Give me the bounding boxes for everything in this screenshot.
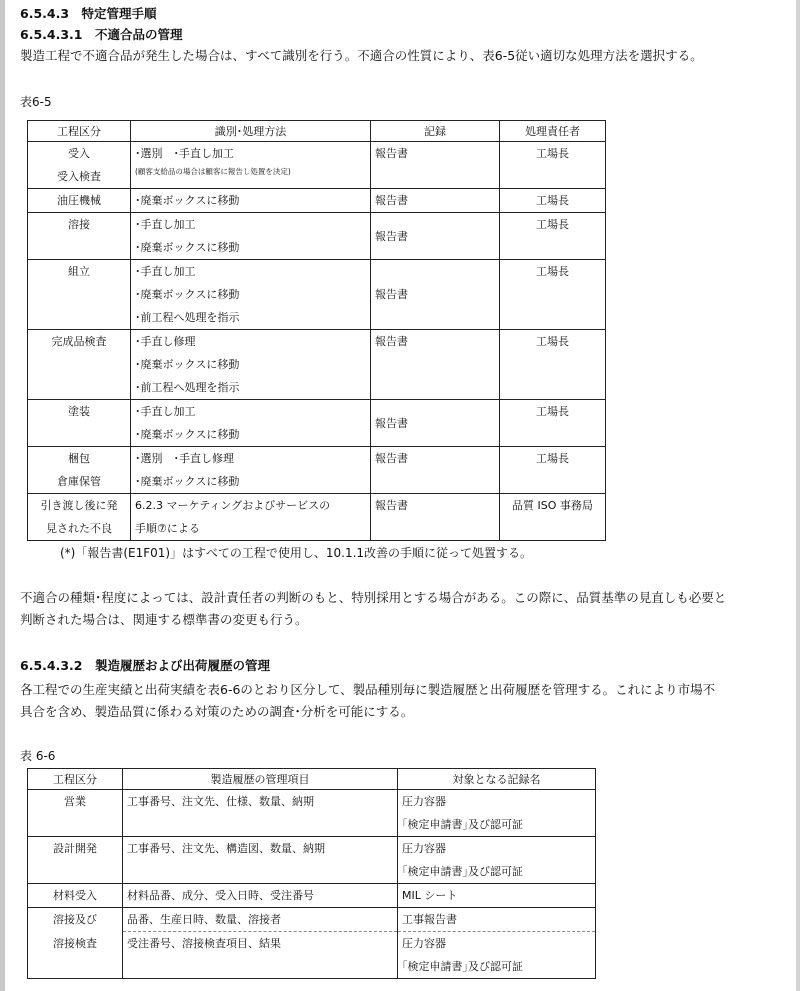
method-cell: ･手直し加工: [135, 218, 196, 231]
record-name-cell: 圧力容器: [402, 937, 446, 950]
table-row: [28, 189, 606, 213]
record-cell: 報告書: [375, 335, 408, 348]
record-name-cell: ｢検定申請書｣及び認可証: [402, 865, 523, 878]
method-cell: ･選別 ･手直し加工: [135, 147, 234, 160]
method-cell: 6.2.3 マーケティングおよびサービスの: [135, 499, 331, 512]
column-header: 工程区分: [28, 769, 123, 790]
record-cell: 報告書: [375, 288, 408, 301]
method-cell: ･廃棄ボックスに移動: [135, 288, 240, 301]
section-heading: 6.5.4.3 特定管理手順: [20, 6, 157, 21]
paragraph-line: 判断された場合は、関連する標準書の変更も行う。: [20, 612, 308, 627]
table-6-6-caption: 表 6-6: [20, 749, 56, 763]
owner-cell: 品質 ISO 事務局: [512, 499, 593, 512]
process-cell: 営業: [64, 795, 86, 808]
process-cell: 倉庫保管: [57, 475, 101, 488]
record-name-cell: ｢検定申請書｣及び認可証: [402, 818, 523, 831]
method-note: (顧客支給品の場合は顧客に報告し処置を決定): [135, 167, 291, 176]
process-cell: 材料受入: [53, 889, 97, 902]
item-cell: 品番、生産日時、数量、溶接者: [127, 913, 281, 926]
table-row: [28, 790, 596, 837]
item-cell: 工事番号、注文先、仕様、数量、納期: [127, 795, 314, 808]
table-row: [28, 213, 606, 260]
table-6-5-caption: 表6-5: [20, 95, 52, 109]
process-cell: 設計開発: [53, 842, 97, 855]
owner-cell: 工場長: [536, 265, 569, 278]
method-cell: ･廃棄ボックスに移動: [135, 428, 240, 441]
table-row: [28, 932, 596, 979]
owner-cell: 工場長: [536, 335, 569, 348]
method-cell: ･廃棄ボックスに移動: [135, 194, 240, 207]
method-cell: ･前工程へ処理を指示: [135, 311, 240, 324]
record-name-cell: 工事報告書: [402, 913, 457, 926]
process-cell: 見された不良: [46, 522, 112, 535]
paragraph-line: 各工程での生産実績と出荷実績を表6-6のとおり区分して、製品種別毎に製造履歴と出荷履歴を管理する。これにより市場不: [20, 682, 716, 697]
owner-cell: 工場長: [536, 147, 569, 160]
column-header: 対象となる記録名: [398, 769, 596, 790]
column-header: 記録: [371, 121, 500, 142]
process-cell: 溶接: [68, 218, 90, 231]
process-cell: 溶接及び: [53, 913, 97, 926]
method-cell: ･廃棄ボックスに移動: [135, 241, 240, 254]
record-cell: 報告書: [375, 147, 408, 160]
intro-paragraph: 製造工程で不適合品が発生した場合は、すべて識別を行う。不適合の性質により、表6-5従い適切な処理方法を選択する。: [20, 48, 703, 63]
process-cell: 油圧機械: [57, 194, 101, 207]
process-cell: 受入: [68, 147, 90, 160]
table-row: [28, 908, 596, 932]
table-header-row: [28, 121, 606, 142]
record-cell: 報告書: [375, 452, 408, 465]
process-cell: 溶接検査: [53, 936, 97, 950]
table-header-row: [28, 769, 596, 790]
column-header: 処理責任者: [500, 121, 606, 142]
item-cell: 受注番号、溶接検査項目、結果: [127, 937, 281, 950]
method-cell: ･前工程へ処理を指示: [135, 381, 240, 394]
record-name-cell: MIL シート: [402, 889, 458, 902]
owner-cell: 工場長: [536, 194, 569, 207]
process-cell: 受入検査: [57, 170, 101, 183]
record-cell: 報告書: [375, 499, 408, 512]
paragraph-line: 不適合の種類･程度によっては、設計責任者の判断のもと、特別採用とする場合がある。この際に、品質基準の見直しも必要と: [20, 590, 727, 605]
table-row: [28, 447, 606, 494]
item-cell: 工事番号、注文先、構造図、数量、納期: [127, 842, 325, 855]
subsection-heading: 6.5.4.3.1 不適合品の管理: [20, 27, 183, 42]
process-cell: 組立: [68, 265, 90, 278]
paragraph-history: [20, 679, 790, 723]
subsection-heading-history: 6.5.4.3.2 製造履歴および出荷履歴の管理: [20, 658, 270, 673]
owner-cell: 工場長: [536, 405, 569, 418]
record-cell: 報告書: [375, 229, 408, 243]
record-name-cell: ｢検定申請書｣及び認可証: [402, 960, 523, 973]
column-header: 工程区分: [28, 121, 131, 142]
method-cell: ･手直し修理: [135, 335, 196, 348]
method-cell: ･手直し加工: [135, 405, 196, 418]
table-6-5: [27, 120, 606, 541]
method-cell: ･廃棄ボックスに移動: [135, 358, 240, 371]
table-6-5-footnote: (*)「報告書(E1F01)」はすべての工程で使用し、10.1.1改善の手順に従って処置する。: [60, 546, 533, 560]
process-cell: 完成品検査: [51, 335, 107, 348]
page-edge-left: [0, 0, 5, 991]
paragraph-line: 具合を含め、製造品質に係わる対策のための調査･分析を可能にする。: [20, 704, 414, 719]
process-cell: 塗装: [68, 405, 90, 418]
paragraph-special-acceptance: [20, 587, 790, 631]
record-cell: 報告書: [375, 194, 408, 207]
owner-cell: 工場長: [536, 218, 569, 231]
column-header: 識別･処理方法: [131, 121, 371, 142]
process-cell: 引き渡し後に発: [40, 499, 118, 512]
table-row: [28, 837, 596, 884]
method-cell: ･廃棄ボックスに移動: [135, 475, 240, 488]
table-row: [28, 400, 606, 447]
method-cell: ･手直し加工: [135, 265, 196, 278]
record-name-cell: 圧力容器: [402, 795, 446, 808]
table-6-6: [27, 768, 596, 979]
table-row: [28, 884, 596, 908]
method-cell: ･選別 ･手直し修理: [135, 452, 234, 465]
item-cell: 材料品番、成分、受入日時、受注番号: [127, 889, 314, 902]
column-header: 製造履歴の管理項目: [123, 769, 398, 790]
table-row: [28, 260, 606, 330]
table-row: [28, 142, 606, 189]
table-row: [28, 330, 606, 400]
record-name-cell: 圧力容器: [402, 842, 446, 855]
owner-cell: 工場長: [536, 452, 569, 465]
page-edge-right: [796, 0, 800, 991]
record-cell: 報告書: [375, 416, 408, 430]
method-cell: 手順⑦による: [135, 522, 200, 535]
process-cell: 梱包: [68, 452, 90, 465]
table-row: [28, 494, 606, 541]
